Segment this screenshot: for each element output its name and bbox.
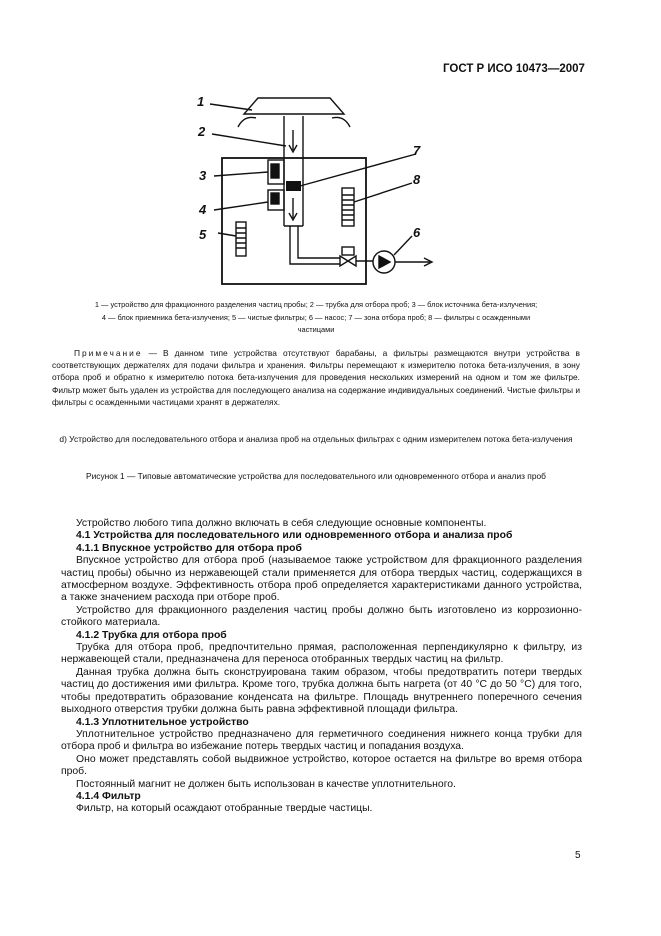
callout-4: 4 bbox=[199, 202, 207, 217]
callout-3: 3 bbox=[199, 168, 207, 183]
section-heading: 4.1.4 Фильтр bbox=[76, 790, 141, 802]
paragraph: Данная трубка должна быть сконструирована таким образом, чтобы предотвратить потери твердых частиц до достижения ими фильтра. Кроме того, трубка должна быть нагрета (от 40 °С до 50 °С) для того, чтобы предотвратить образование конденсата на фильтре. Площадь внутреннего поперечного сечения выходного отверстия трубки должна быть равна эффективной площади фильтра. bbox=[61, 666, 582, 716]
device-housing bbox=[222, 158, 366, 284]
section-heading: 4.1.3 Уплотнительное устройство bbox=[76, 716, 249, 728]
subfigure-caption: d) Устройство для последовательного отбора и анализа проб на отдельных фильтрах с одним измерителем потока бета-излучения bbox=[59, 434, 573, 444]
note-text: — В данном типе устройства отсутствуют барабаны, а фильтры размещаются внутри устройства в соответствующих держателях для подачи фильтра и хранения. Фильтры перемещают к измерителю потока бета-излучения, в зону отбора проб и обратно к измерителю потока бета-излучения для проведения нескольких измерений на одном и том же фильтре. Фильтр может быть удален из устройства для последующего анализа на содержание индивидуальных соединений. Чистые фильтры и фильтры с осажденными частицами хранят в держателях. bbox=[52, 348, 580, 407]
section-heading: 4.1.2 Трубка для отбора проб bbox=[76, 629, 227, 641]
callout-1: 1 bbox=[197, 94, 205, 109]
callout-5: 5 bbox=[199, 227, 207, 242]
paragraph: Оно может представлять собой выдвижное устройство, которое остается на фильтре во время отбора проб. bbox=[61, 753, 582, 778]
legend-line: частицами bbox=[297, 325, 335, 334]
document-id: ГОСТ Р ИСО 10473—2007 bbox=[443, 63, 585, 75]
callout-6: 6 bbox=[413, 225, 421, 240]
paragraph: Впускное устройство для отбора проб (называемое также устройством для фракционного разделения частиц пробы) обычно из нержавеющей стали применяется для отбора твердых частиц, содержащихся в атмосферном воздухе. Эффективность отбора проб определяется характеристиками данного устройства, а также значением расхода при отборе проб. bbox=[61, 555, 582, 604]
callout-8: 8 bbox=[413, 172, 421, 187]
body-text bbox=[61, 518, 582, 816]
apparatus-diagram bbox=[0, 0, 661, 300]
legend-line: 1 — устройство для фракционного разделения частиц пробы; 2 — трубка для отбора проб; 3 — блок источника бета-излучения; bbox=[94, 300, 538, 309]
figure-caption: Рисунок 1 — Типовые автоматические устройства для последовательного или одновременного отбора и анализ проб bbox=[86, 471, 546, 481]
section-heading: 4.1.1 Впускное устройство для отбора проб bbox=[76, 542, 302, 554]
inlet-head bbox=[244, 98, 344, 114]
figure-note bbox=[52, 347, 580, 408]
paragraph: Фильтр, на который осаждают отобранные твердые частицы. bbox=[76, 803, 373, 815]
callout-7: 7 bbox=[413, 143, 421, 158]
paragraph: Постоянный магнит не должен быть использован в качестве уплотнительного. bbox=[76, 778, 456, 790]
paragraph: Устройство для фракционного разделения частиц пробы должно быть изготовлено из коррозионно-стойкого материала. bbox=[61, 604, 582, 629]
paragraph: Трубка для отбора проб, предпочтительно прямая, расположенная перпендикулярно к фильтру, из нержавеющей стали, предназначена для переноса отобранных твердых частиц на фильтр. bbox=[61, 642, 582, 666]
paragraph: Уплотнительное устройство предназначено для герметичного соединения нижнего конца трубки для отбора проб и фильтра во избежание потерь твердых частиц и попадания воздуха. bbox=[61, 728, 582, 753]
clean-filters bbox=[236, 222, 246, 256]
sampling-zone bbox=[286, 181, 301, 191]
figure-legend bbox=[44, 299, 588, 337]
callout-2: 2 bbox=[198, 124, 206, 139]
note-label: Примечание bbox=[74, 348, 143, 358]
legend-line: 4 — блок приемника бета-излучения; 5 — чистые фильтры; 6 — насос; 7 — зона отбора проб; 8 — фильтры с осажденными bbox=[101, 312, 531, 322]
paragraph: Устройство любого типа должно включать в себя следующие основные компоненты. bbox=[76, 518, 487, 529]
page-number: 5 bbox=[575, 850, 581, 861]
outlet-pipe bbox=[290, 226, 340, 264]
section-heading: 4.1 Устройства для последовательного или одновременного отбора и анализа проб bbox=[76, 530, 513, 542]
